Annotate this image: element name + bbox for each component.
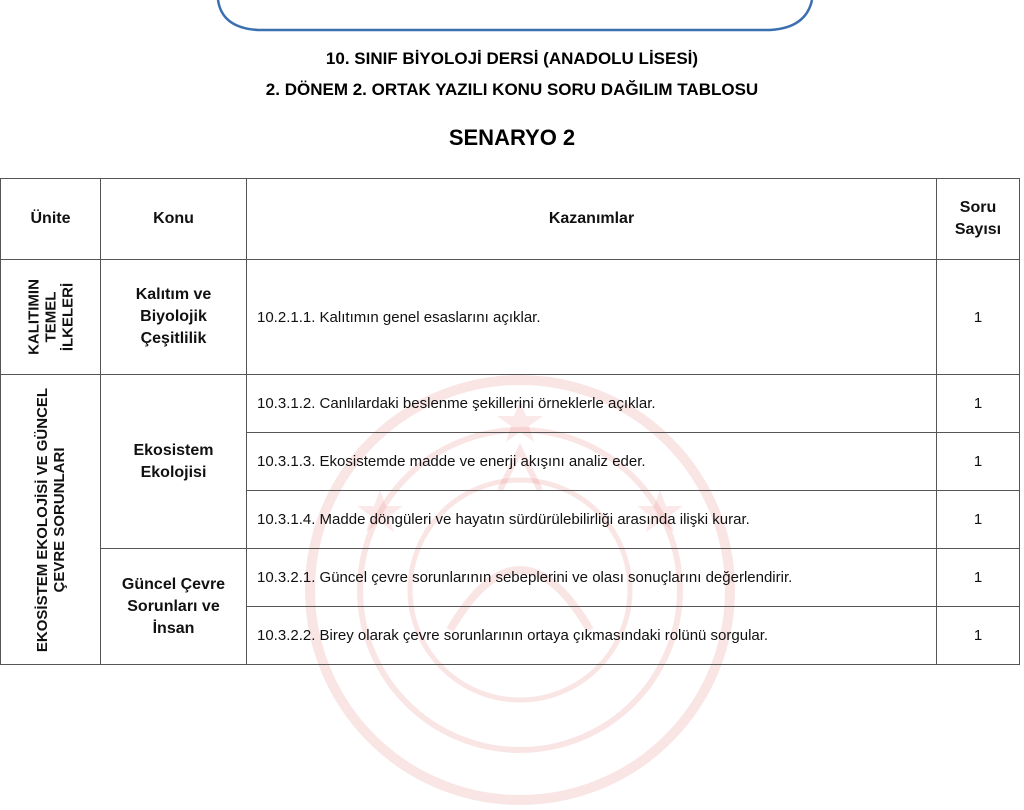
table-row — [1, 549, 1020, 607]
topic-cell: Kalıtım ve Biyolojik Çeşitlilik — [101, 260, 247, 375]
outcome-cell: 10.2.1.1. Kalıtımın genel esaslarını açıklar. — [247, 260, 937, 375]
outcome-cell: 10.3.1.4. Madde döngüleri ve hayatın sürdürülebilirliği arasında ilişki kurar. — [247, 491, 937, 549]
count-header: Soru Sayısı — [937, 179, 1020, 260]
unit-label: KALITIMIN TEMEL İLKELERİ — [25, 279, 76, 355]
table-row — [1, 260, 1020, 375]
topic-header: Konu — [101, 179, 247, 260]
document-subtitle: 2. DÖNEM 2. ORTAK YAZILI KONU SORU DAĞILIM TABLOSU — [265, 80, 759, 99]
document-title: 10. SINIF BİYOLOJİ DERSİ (ANADOLU LİSESİ) — [325, 49, 699, 68]
unit-header: Ünite — [1, 179, 101, 260]
count-cell: 1 — [937, 260, 1020, 375]
top-frame-decoration — [0, 0, 1024, 40]
topic-cell: Güncel Çevre Sorunları ve İnsan — [101, 549, 247, 665]
count-cell: 1 — [937, 607, 1020, 665]
unit-cell — [1, 260, 101, 375]
count-cell: 1 — [937, 433, 1020, 491]
outcomes-header: Kazanımlar — [247, 179, 937, 260]
outcome-cell: 10.3.1.2. Canlılardaki beslenme şekillerini örneklerle açıklar. — [247, 375, 937, 433]
table-header-row — [1, 179, 1020, 260]
topic-cell: Ekosistem Ekolojisi — [101, 375, 247, 549]
count-cell: 1 — [937, 375, 1020, 433]
scenario-title: SENARYO 2 — [448, 125, 576, 150]
outcome-cell: 10.3.1.3. Ekosistemde madde ve enerji akışını analiz eder. — [247, 433, 937, 491]
question-distribution-table — [0, 178, 1020, 665]
table-row — [1, 375, 1020, 433]
count-cell: 1 — [937, 491, 1020, 549]
outcome-cell: 10.3.2.1. Güncel çevre sorunlarının sebeplerini ve olası sonuçlarını değerlendirir. — [247, 549, 937, 607]
outcome-cell: 10.3.2.2. Birey olarak çevre sorunlarının ortaya çıkmasındaki rolünü sorgular. — [247, 607, 937, 665]
unit-label: EKOSİSTEM EKOLOJİSİ VE GÜNCEL ÇEVRE SORUNLARI — [33, 387, 68, 652]
unit-cell — [1, 375, 101, 665]
count-cell: 1 — [937, 549, 1020, 607]
